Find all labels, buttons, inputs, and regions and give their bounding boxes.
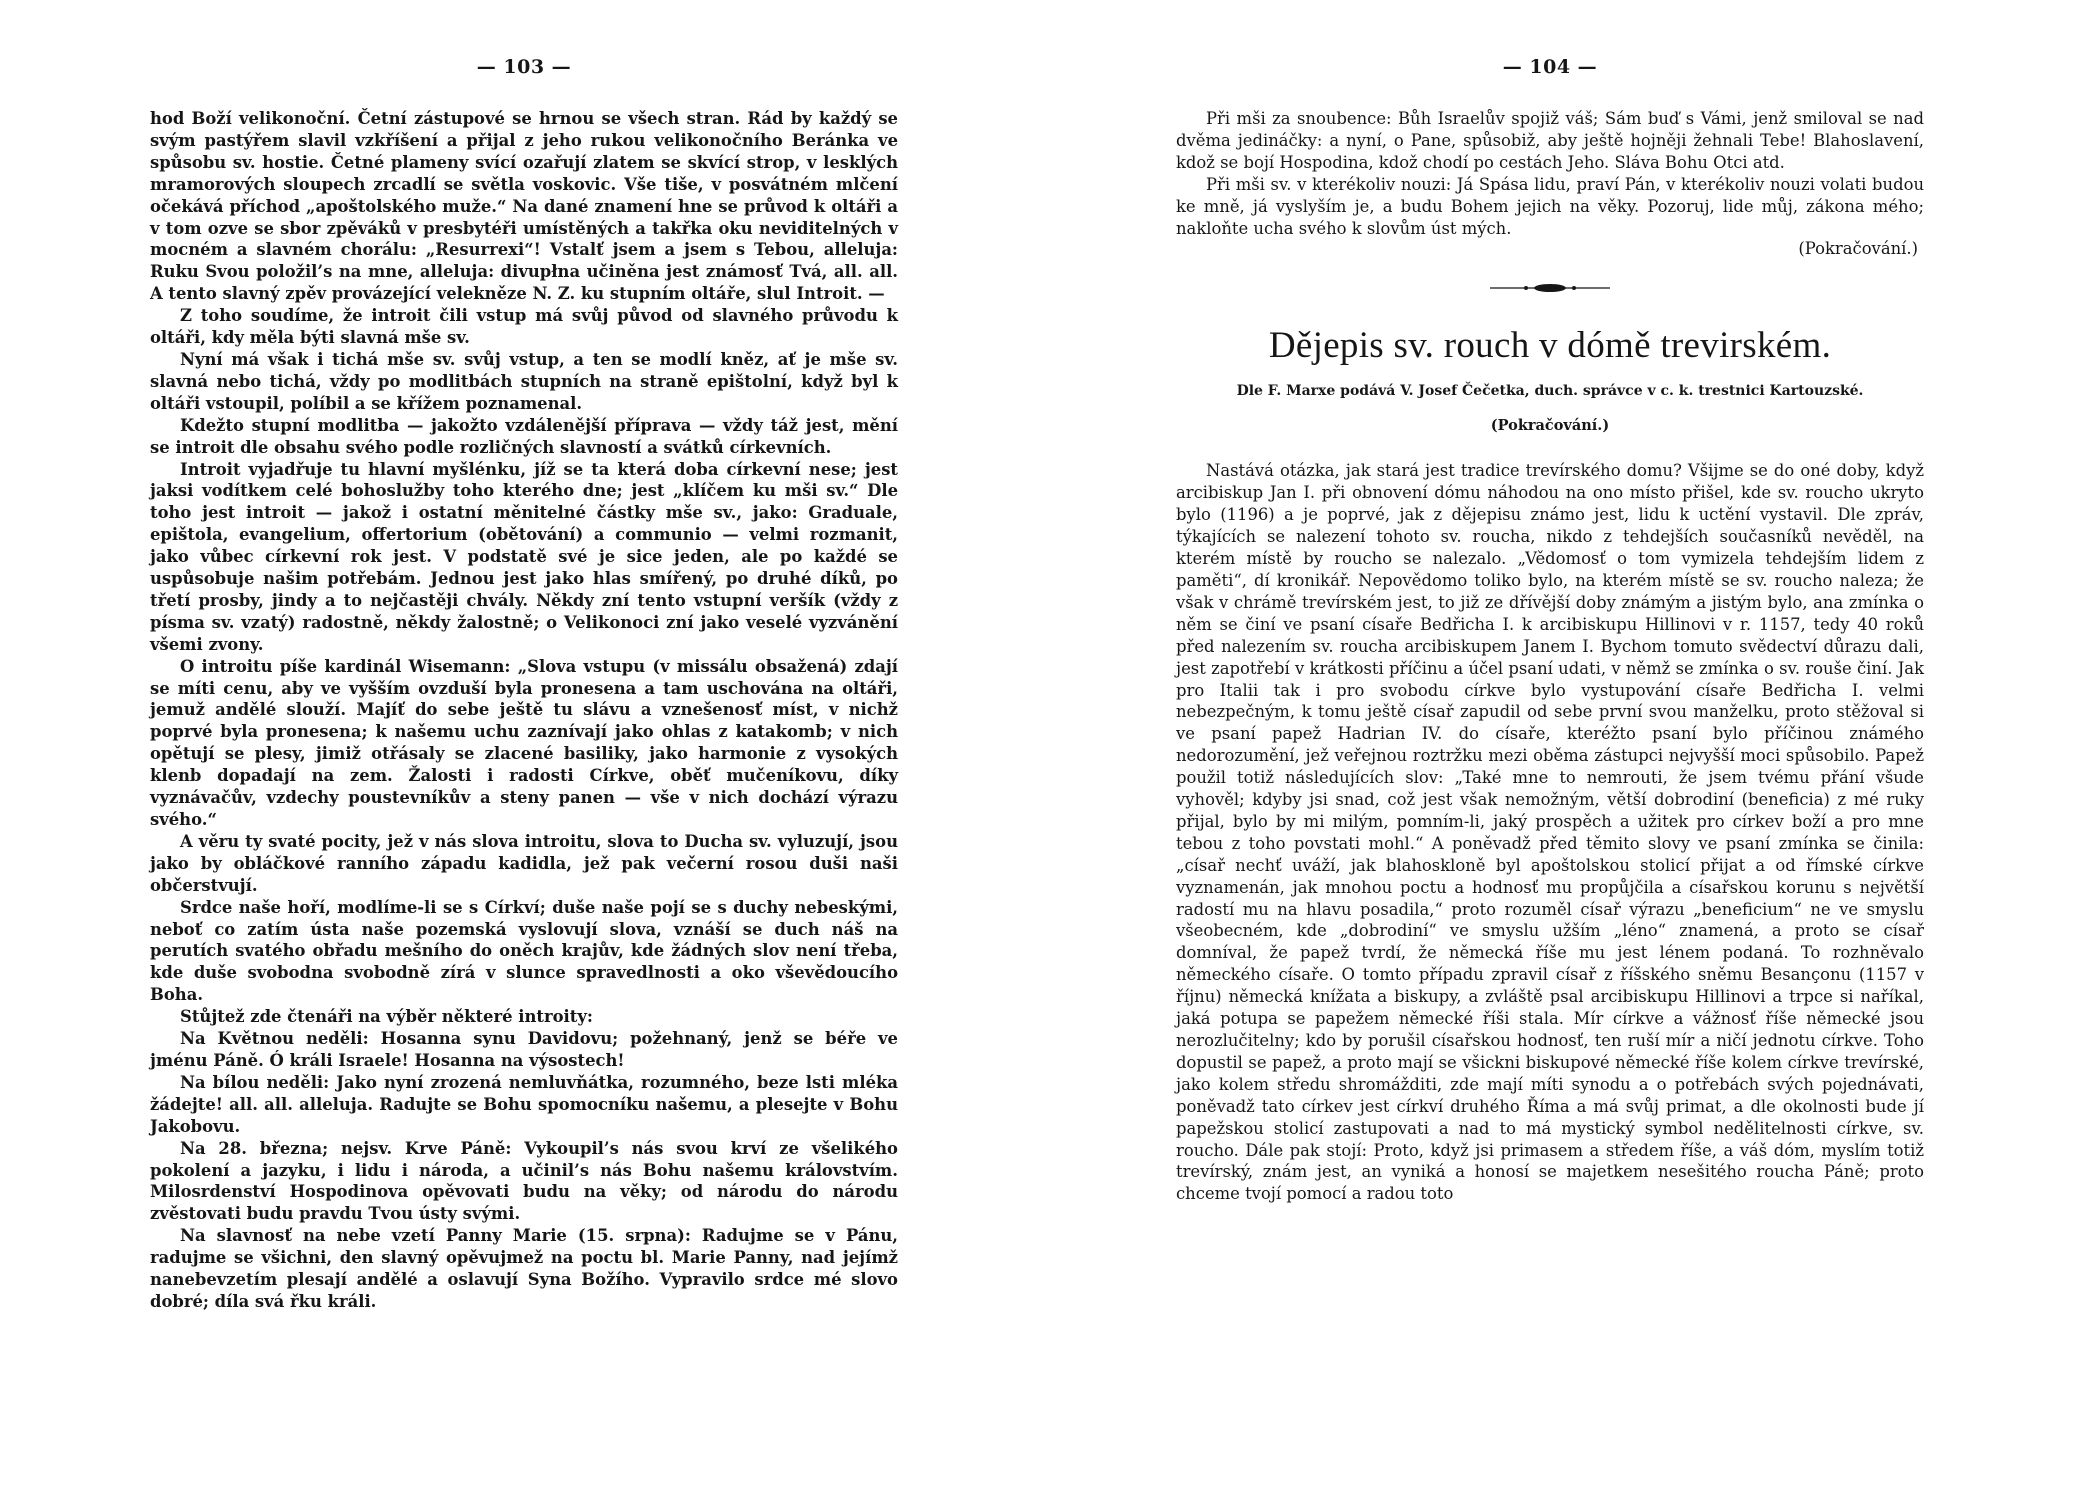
page-number: — 104 — <box>1502 56 1598 78</box>
left-page <box>150 0 898 1500</box>
paragraph: Na slavnosť na nebe vzetí Panny Marie (15. srpna): Radujme se v Pánu, radujme se všichni, den slavný opěvujmež na poctu bl. Marie Panny, nad jejímž nanebevzetím plesají andělé a oslavují Syna Božího. Vypravilo srdce mé slovo dobré; díla svá řku králi. <box>150 1226 898 1311</box>
paragraph: Na 28. března; nejsv. Krve Páně: Vykoupil’s nás svou krví ze všelikého pokolení a jazyku, i lidu i národa, a učinil’s nás Bohu našemu královstvím. Milosrdenství Hospodinova opěvovati budu na věky; od národu do národu zvěstovati budu pravdu Tvou ústy svými. <box>150 1138 898 1224</box>
paragraph: Na bílou neděli: Jako nyní zrozená nemluvňátka, rozumného, beze lsti mléka žádejte! all. all. alleluja. Radujte se Bohu spomocníku našemu, a plesejte v Bohu Jakobovu. <box>150 1072 898 1136</box>
paragraph: A věru ty svaté pocity, jež v nás slova introitu, slova to Ducha sv. vyluzují, jsou jako by obláčkové ranního západu kadidla, jež pak večerní rosou duši naši občerstvují. <box>150 831 898 895</box>
paragraph: Kdežto stupní modlitba — jakožto vzdálenější příprava — vždy táž jest, mění se introit dle obsahu svého podle rozličných slavností a svátků církevních. <box>150 415 898 457</box>
paragraph: Při mši za snoubence: Bůh Israelův spojiž váš; Sám buď s Vámi, jenž smiloval se nad dvěma jedináčky: a nyní, o Pane, spůsobiž, aby ještě hojněji žehnali Tebe! Blahoslavení, kdož se bojí Hospodina, kdož chodí po cestách Jeho. Sláva Bohu Otci atd. <box>1176 109 1924 172</box>
article-byline: Dle F. Marxe podává V. Josef Čečetka, duch. správce v c. k. trestnici Kartouzské. <box>1236 383 1864 400</box>
ornament-icon <box>1490 282 1610 294</box>
paragraph: Nastává otázka, jak stará jest tradice trevírského domu? Všijme se do oné doby, když arcibiskup Jan I. při obnovení dómu náhodou na ono místo přišel, kde sv. roucho ukryto bylo (1196) a je poprvé, jak z dějepisu známo jest, lidu k uctění vystavil. Dle zpráv, týkajících se nalezení tohoto sv. roucha, nikdo z tehdejších současníků nevěděl, na kterém místě by roucho se nalezalo. „Vědomosť o tom vymizela tehdejším lidem z paměti“, dí kronikář. Nepovědomo toliko bylo, na kterém místě se sv. roucho naleza; že však v chrámě trevírském jest, to již ze dřívější doby známým a jistým bylo, ana zmínka o něm se činí ve psaní císaře Bedřicha I. k arcibiskupu Hillinovi v r. 1157, tedy 40 roků před nalezením sv. roucha arcibiskupem Janem I. Bychom tomuto svědectví důrazu dali, jest zapotřebí v krátkosti příčinu a účel psaní udati, v němž se zmínka o sv. rouše činí. Jak pro Italii tak i pro svobodu církve bylo vystupování císaře Bedřicha I. velmi nebezpečným, k tomu ještě císař zapudil od sebe první svou manželku, proto stěžoval si ve psaní papež Hadrian IV. do císaře, kteréžto psaní bylo příčinou známého nedorozumění, jež veřejnou roztržku mezi oběma zástupci nejvyšší moci spůsobilo. Papež použil totiž následujících slov: „Také mne to nemrouti, že jsem tvému přání všude vyhověl; kdyby jsi snad, což jest však nemožným, větší dobrodiní (beneficia) z mé ruky přijal, bylo by mi milým, pomním-li, jaký prospěch a užitek pro církev boží a pro mne tebou z toho povstati mohl.“ A poněvadž před těmito slovy ve psaní zmínka se činila: „císař nechť uváží, jak blahoskloně byl apoštolskou stolicí přijat a od římské církve vyznamenán, jak mnohou poctu a hodnosť mu propůjčila a císařskou korunu s největší radostí mu na hlavu posadila,“ proto rozuměl císař výrazu „beneficium“ ne ve smyslu všeobecném, kde „dobrodiní“ ve smyslu užším „léno“ znamená, a proto se císař domníval, že papež tvrdí, že německá říše mu jest lénem podaná. To rozhněvalo německého císaře. O tomto případu zpravil císař z říšského sněmu Besançonu (1157 v říjnu) německá knížata a biskupy, a zvláště psal arcibiskupu Hillinovi a trpce si naříkal, jaká potupa se papežem německé říši stala. Mír církve a vážnosť říše německé jsou nerozlučitelny; kdo by porušil císařskou hodnosť, ten ruší mír a ničí jednotu církve. Toho dopustil se papež, a proto mají se všickni biskupové německé říše kolem církve trevírské, jako kolem středu shromážditi, zde mají míti synodu a o potřebách svých pojednávati, poněvadž tato církev jest církví druhého Říma a má svůj primat, a dle okolnosti bude jí papežskou stolicí zastupovati a nad to má mystický symbol nedělitelnosti církve, sv. roucho. Dále pak stojí: Proto, když jsi primasem a středem říše, a váš dóm, myslím totiž trevírský, znám jest, an vyniká a honosí se majetkem nesešitého roucha Páně; proto chceme tvojí pomocí a radou toto <box>1176 461 1924 1204</box>
paragraph: Srdce naše hoří, modlíme-li se s Církví; duše naše pojí se s duchy nebeskými, neboť co zatím ústa naše pozemská vyslovují slova, vznáší se duch náš na perutích svatého obřadu mešního do oněch krajův, kde žádných slov není třeba, kde duše svobodna svobodně zírá v slunce spravedlnosti a oko vševědoucího Boha. <box>150 897 898 1005</box>
paragraph: O introitu píše kardinál Wisemann: „Slova vstupu (v missálu obsažená) zdají se míti cenu, aby ve vyšším ovzduší byla pronesena a tam uschována na oltáři, jemuž andělé slouží. Majíť do sebe ještě tu slávu a vznešenosť míst, v nichž poprvé byla pronesena; k našemu uchu zaznívají jako ohlas z katakomb; v nich opětují se plesy, jimiž otřásaly se zlacené basiliky, jako harmonie z vysokých klenb dopadají na zem. Žalosti i radosti Církve, oběť mučeníkovu, díky vyznávačův, vzdechy poustevníkův a steny panen — vše v nich dochází výrazu svého.“ <box>150 656 898 829</box>
continued-note: (Pokračování.) <box>1798 239 1918 259</box>
article-body-text <box>1176 460 1924 1205</box>
paragraph: Introit vyjadřuje tu hlavní myšlénku, jíž se ta která doba církevní nese; jest jaksi vodítkem celé bohoslužby toho kterého dne; jest „klíčem ku mši sv.“ Dle toho jest introit — jakož i ostatní měnitelné částky mše sv., jako: Graduale, epištola, evangelium, offertorium (obětování) a communio — velmi rozmanit, jako vůbec církevní rok jest. V podstatě své je sice jeden, ale po každé se uspůsobuje našim potřebám. Jednou jest jako hlas smířený, po druhé díků, po třetí prosby, jindy a to nejčastěji chvály. Někdy zní tento vstupní veršík (vždy z písma sv. vzatý) radostně, někdy žalostně; o Velikonoci zní jako veselé vyzvánění všemi zvony. <box>150 459 898 654</box>
paragraph: Nyní má však i tichá mše sv. svůj vstup, a ten se modlí kněz, ať je mše sv. slavná nebo tichá, vždy po modlitbách stupních na straně epištolní, když byl k oltáři vstoupil, políbil a se křížem poznamenal. <box>150 349 898 413</box>
divider-ornament <box>1176 282 1924 294</box>
right-top-text <box>1176 108 1924 239</box>
paragraph: Stůjtež zde čtenáři na výběr některé introity: <box>180 1007 593 1027</box>
right-page <box>1176 0 1924 1500</box>
paragraph: Z toho soudíme, že introit čili vstup má svůj původ od slavného průvodu k oltáři, kdy měla býti slavná mše sv. <box>150 306 898 348</box>
article-continuation: (Pokračování.) <box>1490 417 1610 435</box>
page-number: — 103 — <box>476 56 572 78</box>
left-body-text <box>150 108 898 1313</box>
paragraph: Na Květnou neděli: Hosanna synu Davidovu; požehnaný, jenž se béře ve jménu Páně. Ó králi Israele! Hosanna na výsostech! <box>150 1029 898 1070</box>
article-title: Dějepis sv. rouch v dómě trevirském. <box>1268 325 1832 367</box>
paragraph: Při mši sv. v kterékoliv nouzi: Já Spása lidu, praví Pán, v kterékoliv nouzi volati budou ke mně, já vyslyším je, a budu Bohem jejich na věky. Pozoruj, lide můj, zákona mého; nakloňte ucha svého k slovům úst mých. <box>1176 174 1924 238</box>
paragraph: hod Boží velikonoční. Četní zástupové se hrnou se všech stran. Rád by každý se svým pastýřem slavil vzkříšení a přijal z jeho rukou velikonočního Beránka ve spůsobu sv. hostie. Četné plameny svící ozařují zlatem se skvící strop, v lesklých mramorových sloupech zrcadlí se světla voskovic. Vše tiše, v posvátném mlčení očekává příchod „apoštolského muže.“ Na dané znamení hne se průvod k oltáři a v tom ozve se sbor zpěváků v presbytéři umístěných a takřka oku neviditelných v mocném a slavném chorálu: „Resurrexi“! Vstalť jsem a jsem s Tebou, alleluja: Ruku Svou položil’s na mne, alleluja: divupłna učiněna jest známosť Tvá, all. all. A tento slavný zpěv provázející velekněze N. Z. ku stupním oltáře, slul Introit. — <box>150 109 898 304</box>
